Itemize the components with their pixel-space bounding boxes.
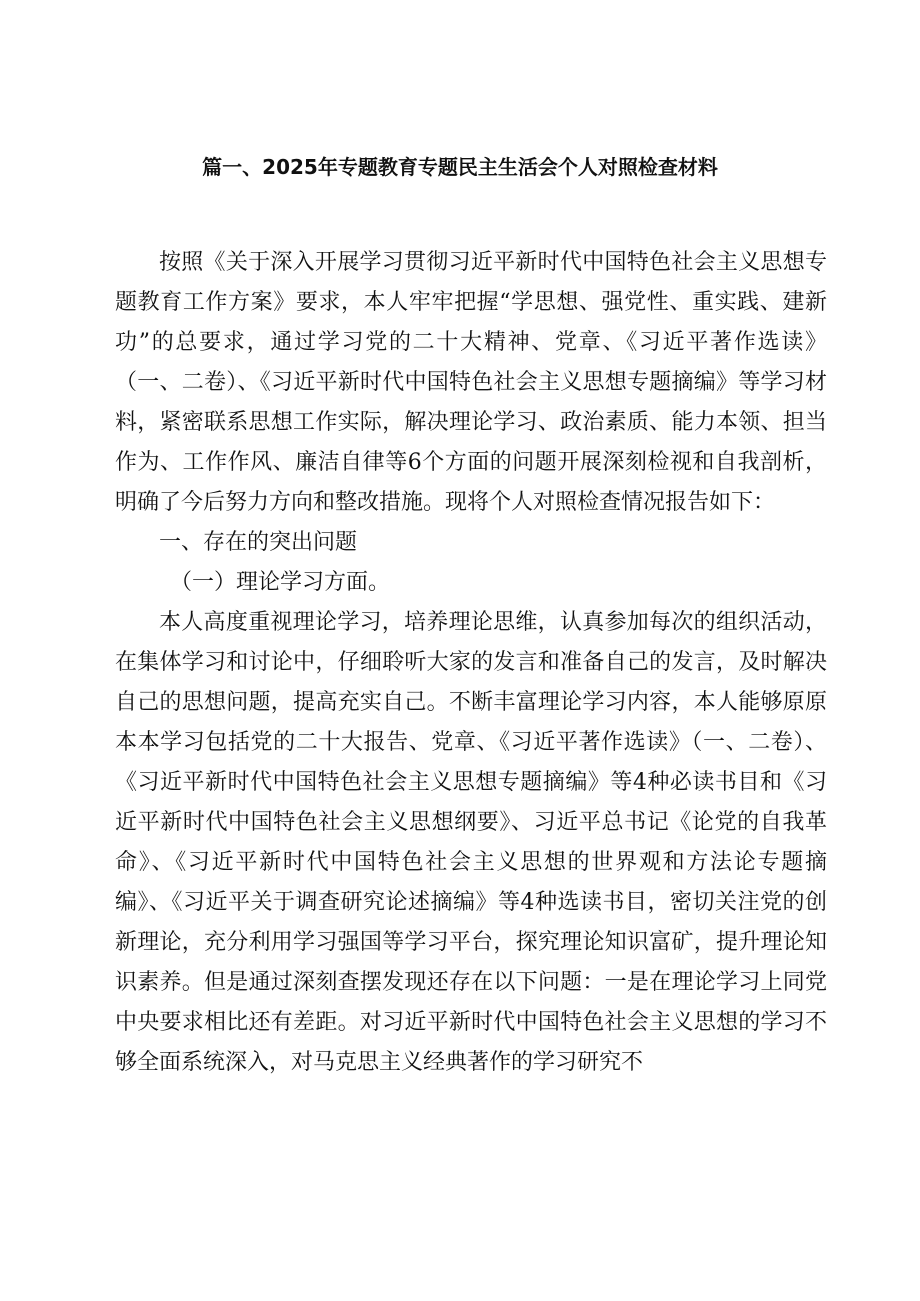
subsection-heading-theory-study: （一）理论学习方面。 bbox=[170, 570, 391, 595]
document-body bbox=[115, 243, 827, 1083]
theory-study-paragraph: 本人高度重视理论学习，培养理论思维，认真参加每次的组织活动，在集体学习和讨论中，仔细聆听大家的发言和准备自己的发言，及时解决自己的思想问题，提高充实自己。不断丰富理论学习内容，本人能够原原本本学习包括党的二十大报告、党章、《习近平著作选读》（一、二卷）、《习近平新时代中国特色社会主义思想专题摘编》等4种必读书目和《习近平新时代中国特色社会主义思想纲要》、习近平总书记《论党的自我革命》、《习近平新时代中国特色社会主义思想的世界观和方法论专题摘编》、《习近平关于调查研究论述摘编》等4种选读书目，密切关注党的创新理论，充分利用学习强国等学习平台，探究理论知识富矿，提升理论知识素养。但是通过深刻查摆发现还存在以下问题：一是在理论学习上同党中央要求相比还有差距。对习近平新时代中国特色社会主义思想的学习不够全面系统深入，对马克思主义经典著作的学习研究不 bbox=[115, 610, 827, 1075]
intro-paragraph: 按照《关于深入开展学习贯彻习近平新时代中国特色社会主义思想专题教育工作方案》要求，本人牢牢把握“学思想、强党性、重实践、建新功”的总要求，通过学习党的二十大精神、党章、《习近平著作选读》（一、二卷）、《习近平新时代中国特色社会主义思想专题摘编》等学习材料，紧密联系思想工作实际，解决理论学习、政治素质、能力本领、担当作为、工作作风、廉洁自律等6个方面的问题开展深刻检视和自我剖析，明确了今后努力方向和整改措施。现将个人对照检查情况报告如下： bbox=[115, 250, 827, 515]
section-heading-problems: 一、存在的突出问题 bbox=[159, 530, 358, 555]
document-title: 篇一、2025年专题教育专题民主生活会个人对照检查材料 bbox=[202, 155, 718, 179]
